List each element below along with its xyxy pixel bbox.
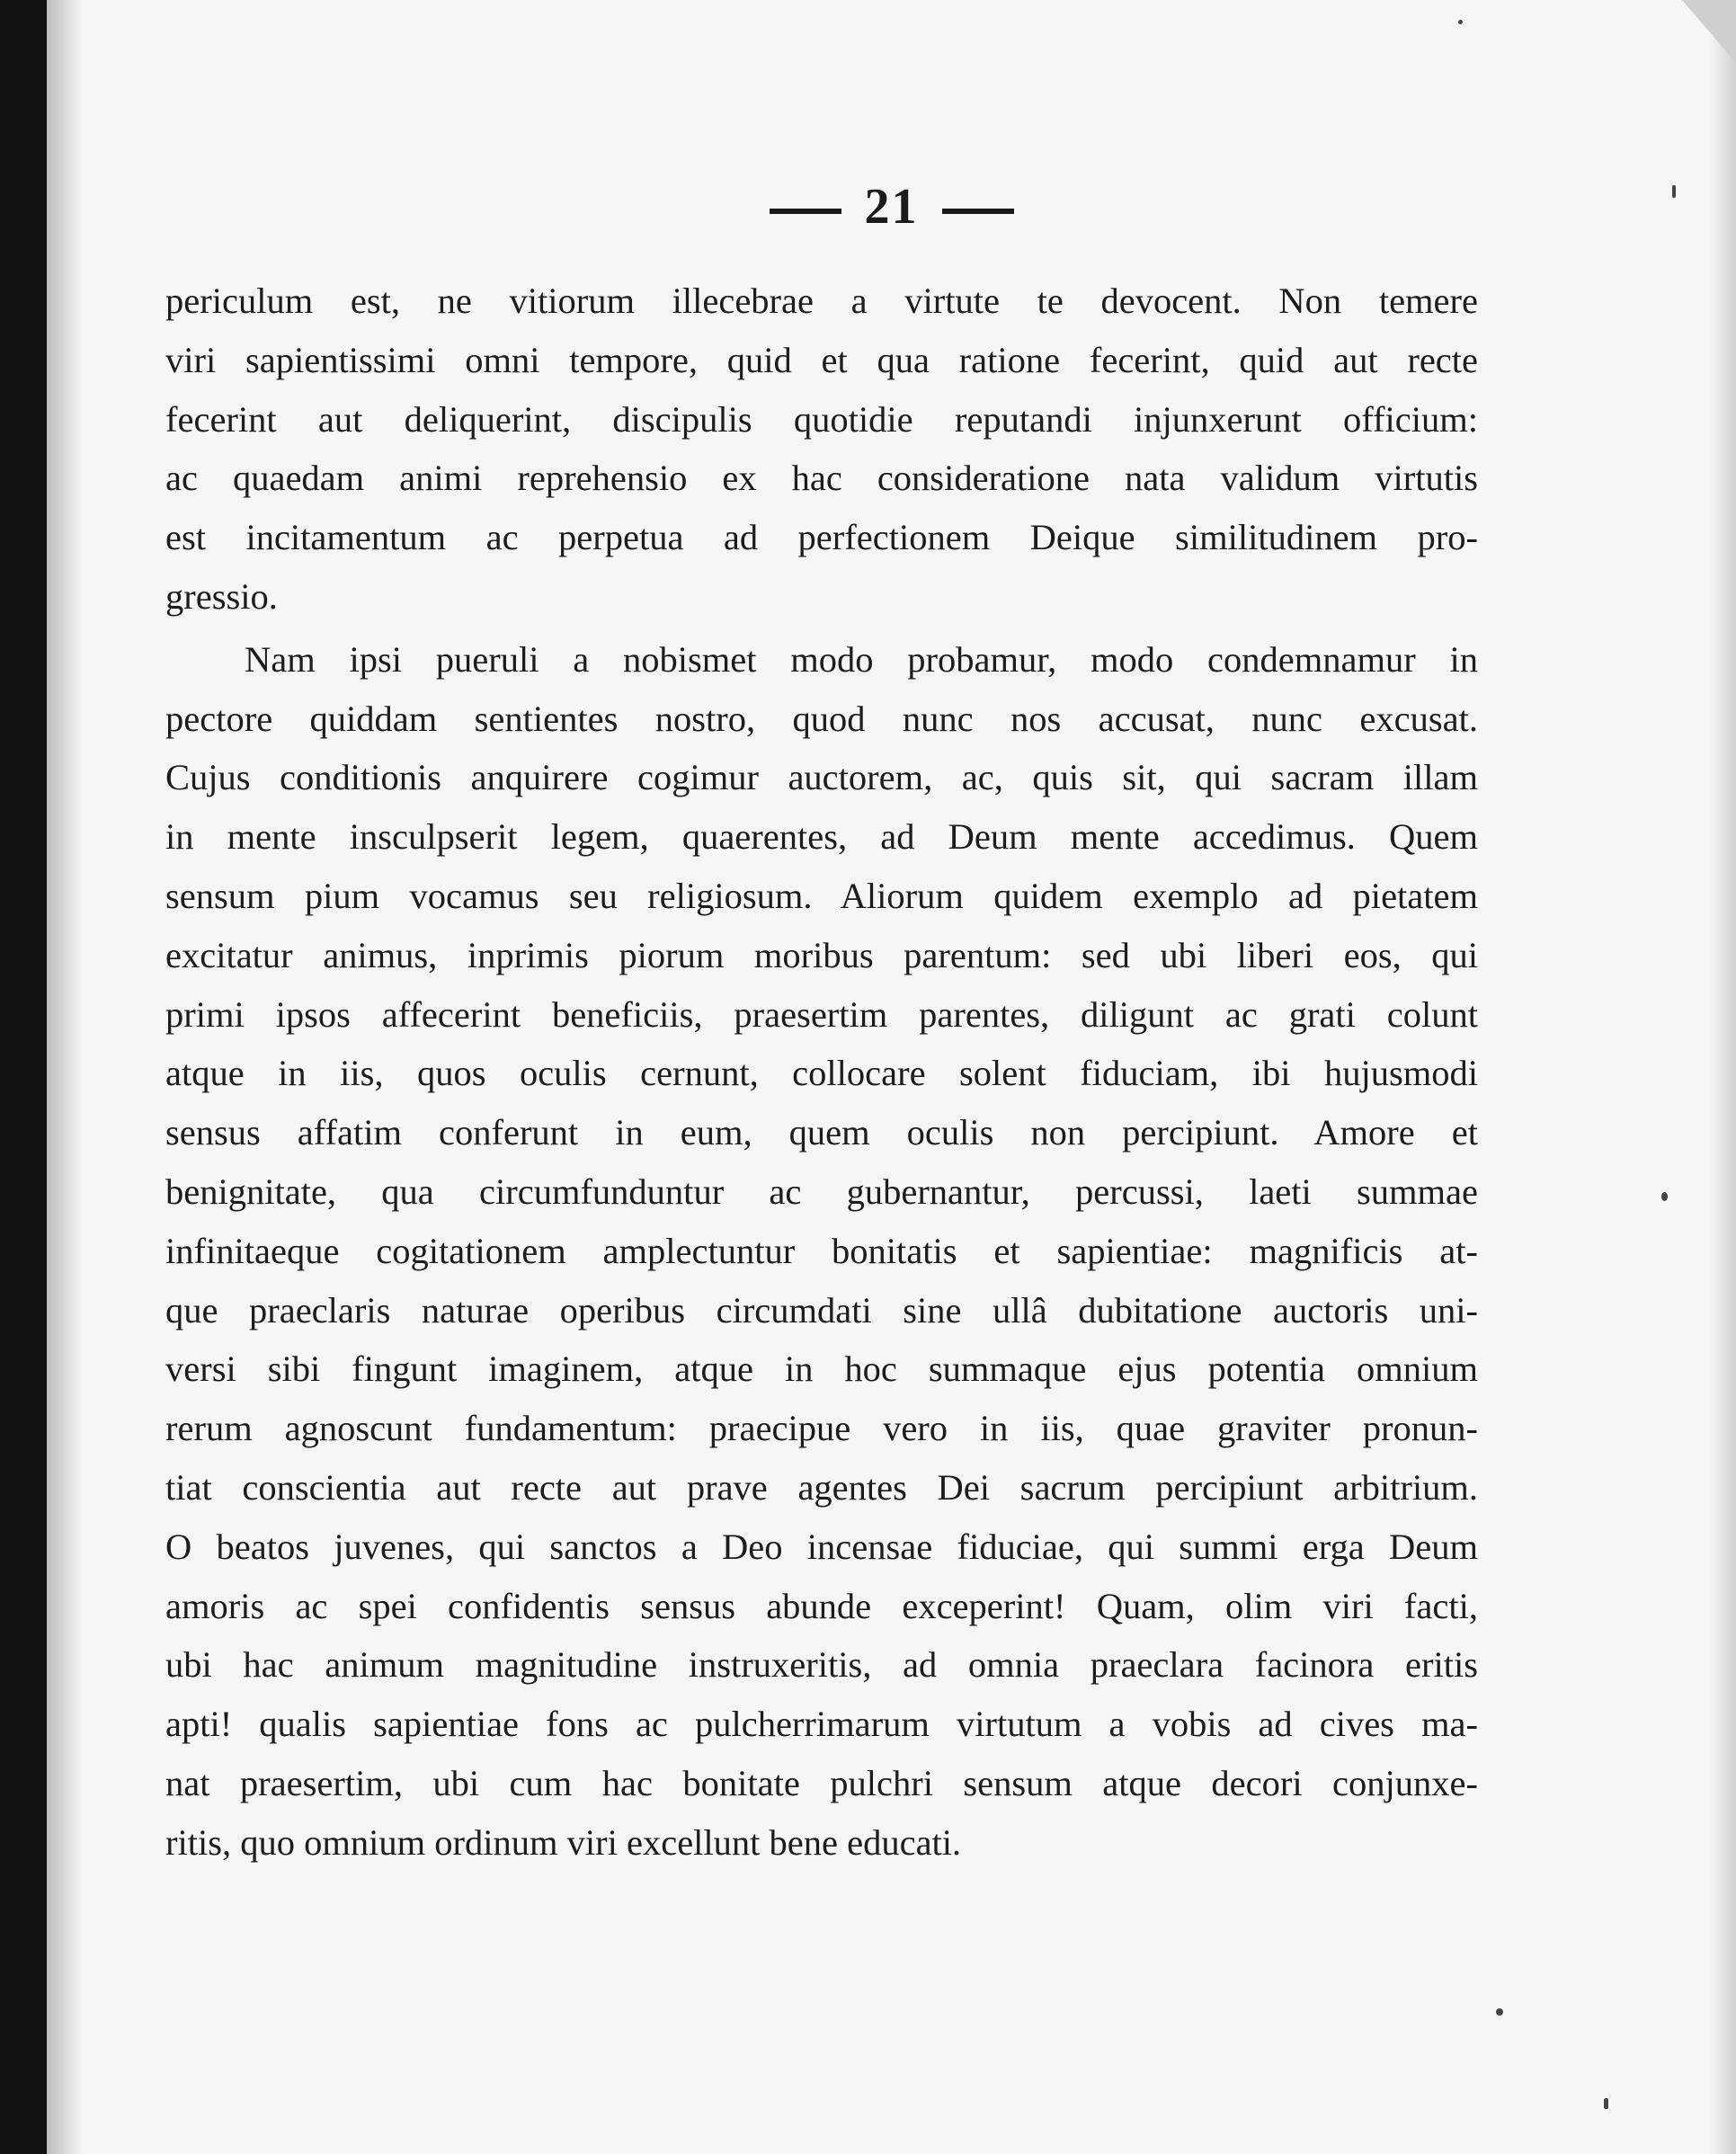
text-line: ac quaedam animi reprehensio ex hac consideratione nata validum virtutis — [165, 458, 1478, 499]
text-line: est incitamentum ac perpetua ad perfectionem Deique similitudinem pro- — [165, 517, 1478, 558]
text-line: Cujus conditionis anquirere cogimur auctorem, ac, quis sit, qui sacram illam — [165, 757, 1478, 798]
ink-speck — [1604, 2098, 1608, 2109]
body-text — [165, 271, 1478, 1873]
page-number-header — [47, 178, 1736, 236]
text-line: nat praesertim, ubi cum hac bonitate pulchri sensum atque decori conjunxe- — [165, 1762, 1478, 1803]
text-line: que praeclaris naturae operibus circumdati sine ullâ dubitatione auctoris uni- — [165, 1289, 1478, 1331]
ink-speck — [1458, 20, 1463, 24]
text-line: fecerint aut deliquerint, discipulis quotidie reputandi injunxerunt officium: — [165, 398, 1478, 440]
paragraph — [165, 271, 1478, 627]
text-line: sensum pium vocamus seu religiosum. Aliorum quidem exemplo ad pietatem — [165, 875, 1478, 916]
gutter-shadow — [47, 0, 83, 2154]
text-line: apti! qualis sapientiae fons ac pulcherrimarum virtutum a vobis ad cives ma- — [165, 1704, 1478, 1745]
text-line: atque in iis, quos oculis cernunt, collocare solent fiduciam, ibi hujusmodi — [165, 1053, 1478, 1094]
corner-fold — [1682, 0, 1736, 63]
text-line: periculum est, ne vitiorum illecebrae a virtute te devocent. Non temere — [165, 280, 1478, 321]
page-right-edge — [1709, 0, 1736, 2154]
text-line: ubi hac animum magnitudine instruxeritis, ad omnia praeclara facinora eritis — [165, 1644, 1478, 1686]
book-page — [47, 0, 1736, 2154]
text-line: ritis, quo omnium ordinum viri excellunt bene educati. — [165, 1821, 962, 1863]
text-line: primi ipsos affecerint beneficiis, praesertim parentes, diligunt ac grati colunt — [165, 993, 1478, 1035]
text-line: Nam ipsi pueruli a nobismet modo probamur, modo condemnamur in — [245, 638, 1478, 680]
text-line: versi sibi fingunt imaginem, atque in hoc summaque ejus potentia omnium — [165, 1348, 1478, 1390]
scan-left-edge — [0, 0, 47, 2154]
text-line: rerum agnoscunt fundamentum: praecipue vero in iis, quae graviter pronun- — [165, 1408, 1478, 1449]
page-number: 21 — [864, 179, 919, 235]
ink-speck — [1672, 185, 1676, 198]
text-line: infinitaeque cogitationem amplectuntur bonitatis et sapientiae: magnificis at- — [165, 1230, 1478, 1271]
text-line: amoris ac spei confidentis sensus abunde exceperint! Quam, olim viri facti, — [165, 1585, 1478, 1626]
text-line: gressio. — [165, 575, 278, 617]
left-dash — [770, 209, 841, 214]
paragraph — [165, 630, 1478, 1873]
text-line: tiat conscientia aut recte aut prave agentes Dei sacrum percipiunt arbitrium. — [165, 1466, 1478, 1508]
right-dash — [942, 209, 1014, 214]
text-line: excitatur animus, inprimis piorum moribus parentum: sed ubi liberi eos, qui — [165, 934, 1478, 975]
text-line: pectore quiddam sentientes nostro, quod nunc nos accusat, nunc excusat. — [165, 698, 1478, 739]
text-line: sensus affatim conferunt in eum, quem oculis non percipiunt. Amore et — [165, 1112, 1478, 1153]
text-line: in mente insculpserit legem, quaerentes, ad Deum mente accedimus. Quem — [165, 816, 1478, 858]
ink-speck — [1496, 2008, 1503, 2016]
text-line: benignitate, qua circumfunduntur ac gubernantur, percussi, laeti summae — [165, 1170, 1478, 1212]
text-line: O beatos juvenes, qui sanctos a Deo incensae fiduciae, qui summi erga Deum — [165, 1526, 1478, 1567]
ink-speck — [1661, 1192, 1668, 1201]
text-line: viri sapientissimi omni tempore, quid et qua ratione fecerint, quid aut recte — [165, 339, 1478, 380]
